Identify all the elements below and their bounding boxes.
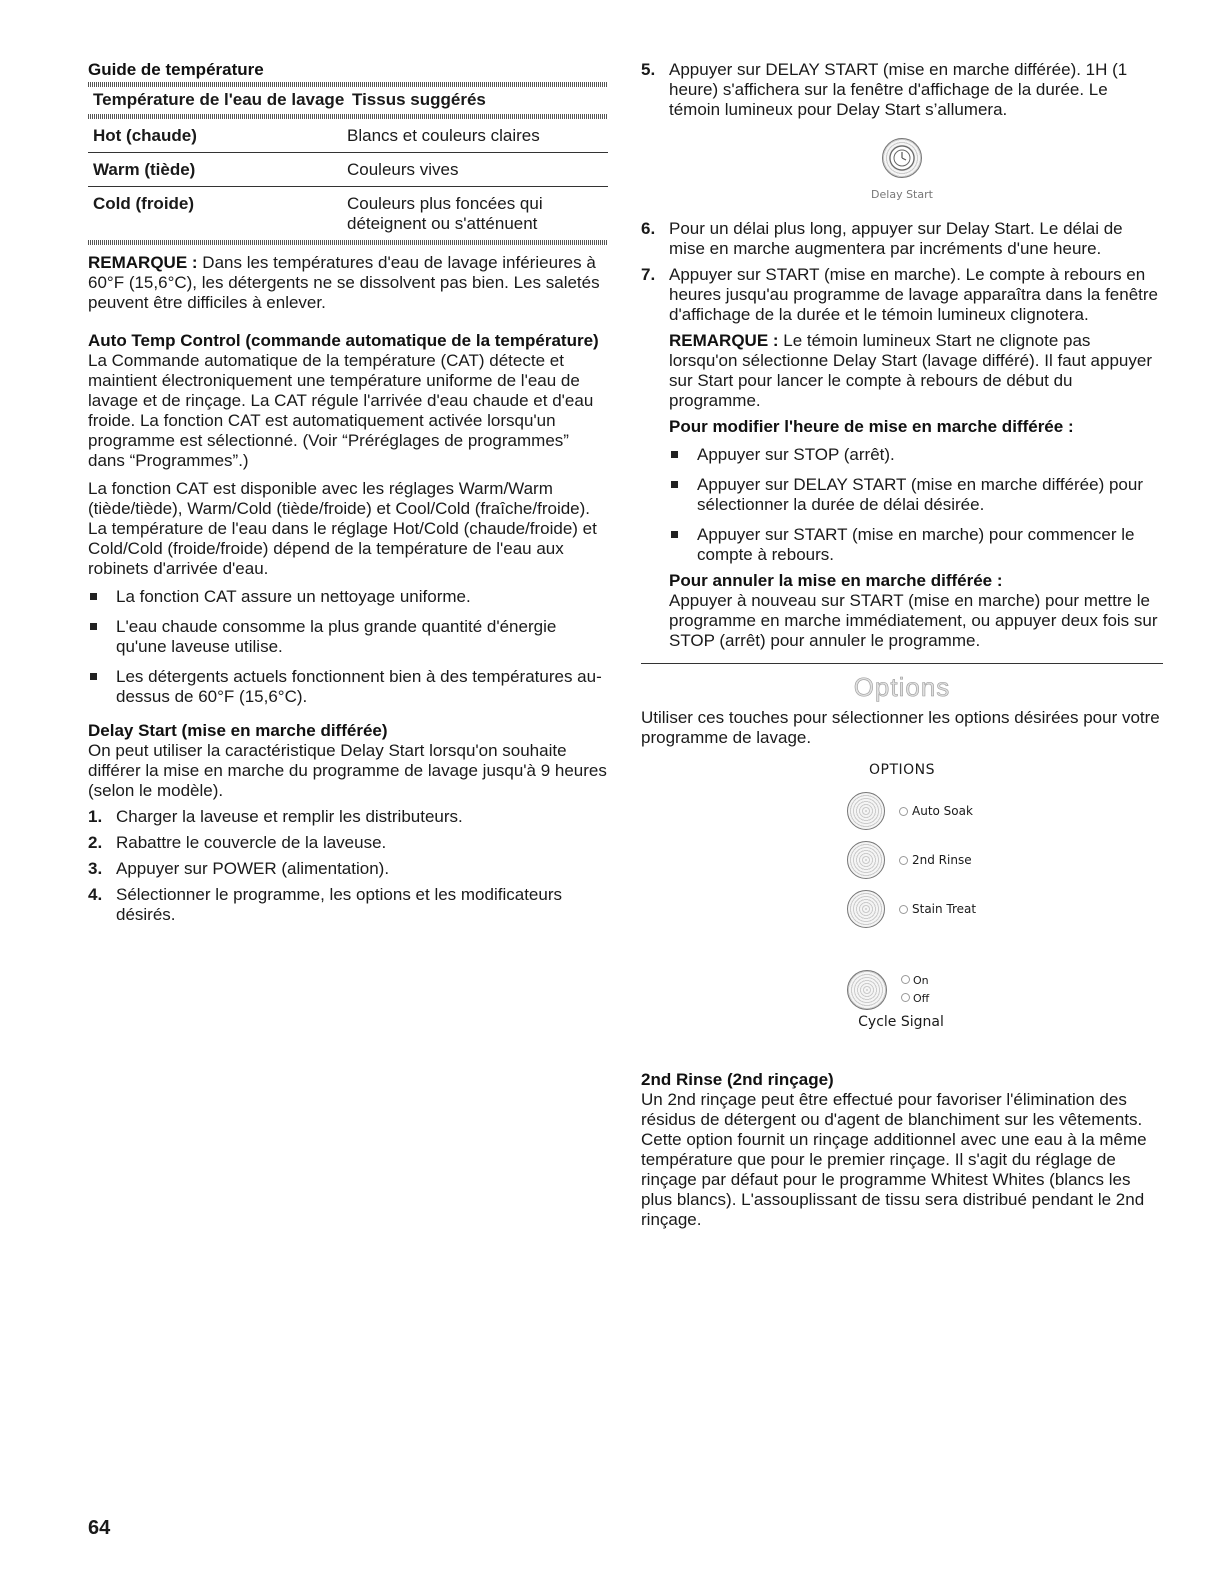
list-item: Appuyer sur DELAY START (mise en marche différée) pour sélectionner la durée de délai désirée. <box>669 475 1163 515</box>
step-text: Appuyer sur START (mise en marche). Le compte à rebours en heures jusqu'au programme de lavage apparaîtra dans la fenêtre d'affichage de la durée et le témoin lumineux clignotera. <box>669 265 1158 324</box>
second-rinse-button-icon <box>847 841 885 879</box>
options-title: Options <box>853 672 951 702</box>
left-column <box>88 60 608 931</box>
delay-steps <box>88 807 608 925</box>
temperature-table-body <box>88 119 608 240</box>
cycle-on-label: On <box>913 974 929 987</box>
step-number: 3. <box>88 859 103 878</box>
table-cell-temp: Hot (chaude) <box>88 119 347 153</box>
delay-start-heading: Delay Start (mise en marche différée) <box>88 721 388 740</box>
option-stain-treat <box>847 890 1163 928</box>
list-item <box>88 885 608 925</box>
table-row <box>88 187 608 241</box>
cycle-signal-button-icon <box>847 970 887 1010</box>
options-panel-heading: OPTIONS <box>868 762 936 778</box>
note-label: REMARQUE : <box>669 331 779 350</box>
cycle-signal-control <box>847 970 1163 1010</box>
hatch-divider <box>88 240 608 245</box>
list-item: L'eau chaude consomme la plus grande quantité d'énergie qu'une laveuse utilise. <box>88 617 608 657</box>
cycle-off-state <box>901 990 929 1008</box>
cycle-on-state <box>901 972 929 990</box>
list-item <box>88 807 608 827</box>
page-number: 64 <box>88 1517 111 1539</box>
table-cell-temp: Cold (froide) <box>93 194 195 213</box>
modify-heading: Pour modifier l'heure de mise en marche différée : <box>669 417 1074 436</box>
step-number: 6. <box>641 219 656 238</box>
auto-temp-paragraph-2: La fonction CAT est disponible avec les réglages Warm/Warm (tiède/tiède), Warm/Cold (tiède/froide) et Cool/Cold (fraîche/froide). La température de l'eau dans le réglage Hot/Cold (chaude/froide) et Cold/Cold (froide/froide) dépend de la température de l'eau aux robinets d'arrivée d'eau. <box>88 479 597 578</box>
list-item: Appuyer sur STOP (arrêt). <box>669 445 1163 465</box>
auto-soak-button-icon <box>847 792 885 830</box>
cycle-signal-states <box>901 972 929 1008</box>
list-item <box>641 265 1163 325</box>
option-label: Auto Soak <box>912 804 973 818</box>
cancel-text: Appuyer à nouveau sur START (mise en marche) pour mettre le programme en marche immédiatement, ou appuyer deux fois sur STOP (arrêt) pour annuler le programme. <box>669 591 1158 650</box>
note-label: REMARQUE : <box>88 253 198 272</box>
step-text: Charger la laveuse et remplir les distributeurs. <box>116 807 463 826</box>
temp-guide-title: Guide de température <box>88 60 264 79</box>
list-item <box>641 219 1163 259</box>
note-text: Dans les températures d'eau de lavage inférieures à 60°F (15,6°C), les détergents ne se dissolvent pas bien. Les saletés peuvent être difficiles à enlever. <box>88 253 600 312</box>
auto-temp-heading: Auto Temp Control (commande automatique de la température) <box>88 331 599 350</box>
list-item <box>641 60 1163 120</box>
list-item: Les détergents actuels fonctionnent bien à des températures au-dessus de 60°F (15,6°C). <box>88 667 608 707</box>
step-number: 1. <box>88 807 103 826</box>
list-item <box>88 833 608 853</box>
delay-steps-continued <box>641 60 1163 120</box>
option-2nd-rinse <box>847 841 1163 879</box>
table-row <box>88 119 608 153</box>
table-header-fabric: Tissus suggérés <box>352 90 486 109</box>
step-number: 4. <box>88 885 103 904</box>
delay-steps-continued-2 <box>641 219 1163 325</box>
list-item <box>88 859 608 879</box>
step-text: Appuyer sur DELAY START (mise en marche différée). 1H (1 heure) s'affichera sur la fenêtre d'affichage de la durée. Le témoin lumineux pour Delay Start s’allumera. <box>669 60 1128 119</box>
temperature-table <box>88 87 608 114</box>
second-rinse-text: Un 2nd rinçage peut être effectué pour favoriser l'élimination des résidus de détergent ou d'agent de blanchiment sur les vêtements. Cette option fournit un rinçage additionnel avec une eau à la même température que pour le premier rinçage. Il s'agit du réglage de rinçage par défaut pour le programme Whitest Whites (blancs les plus blancs). L'assouplissant de tissu sera distribué pendant le 2nd rinçage. <box>641 1090 1147 1229</box>
modify-bullets <box>669 445 1163 565</box>
list-item: Appuyer sur START (mise en marche) pour commencer le compte à rebours. <box>669 525 1163 565</box>
indicator-light-icon <box>899 905 908 914</box>
step-text: Pour un délai plus long, appuyer sur Delay Start. Le délai de mise en marche augmentera par incréments d'une heure. <box>669 219 1123 258</box>
table-header-temp: Température de l'eau de lavage <box>93 90 345 109</box>
note-text: Le témoin lumineux Start ne clignote pas lorsqu'on sélectionne Delay Start (lavage différé). Il faut appuyer sur Start pour lancer le compte à rebours de début du programme. <box>669 331 1152 410</box>
step-text: Rabattre le couvercle de la laveuse. <box>116 833 387 852</box>
table-cell-fabric: Couleurs plus foncées qui déteignent ou s'atténuent <box>347 194 543 233</box>
delay-start-intro: On peut utiliser la caractéristique Delay Start lorsqu'on souhaite différer la mise en marche du programme de lavage jusqu'à 9 heures (selon le modèle). <box>88 741 607 800</box>
delay-start-illustration <box>641 138 1163 205</box>
step-number: 5. <box>641 60 656 79</box>
step-text: Appuyer sur POWER (alimentation). <box>116 859 390 878</box>
option-label: 2nd Rinse <box>912 853 972 867</box>
delay-start-button-icon <box>882 138 922 178</box>
step-number: 2. <box>88 833 103 852</box>
temp-note <box>88 253 608 313</box>
list-item: La fonction CAT assure un nettoyage uniforme. <box>88 587 608 607</box>
auto-temp-bullets <box>88 587 608 707</box>
auto-temp-paragraph-1: La Commande automatique de la température (CAT) détecte et maintient électroniquement une température uniforme de l'eau de lavage et de rinçage. La CAT régule l'arrivée d'eau chaude et d'eau froide. La fonction CAT est automatiquement activée lorsqu'un programme est sélectionné. (Voir “Préréglages de programmes” dans “Programmes”.) <box>88 351 594 470</box>
second-rinse-heading: 2nd Rinse (2nd rinçage) <box>641 1070 834 1089</box>
section-divider <box>641 663 1163 664</box>
cycle-off-label: Off <box>913 992 930 1005</box>
delay-start-label: Delay Start <box>871 188 933 201</box>
table-header-row <box>88 87 608 114</box>
table-cell-fabric: Blancs et couleurs claires <box>347 119 608 153</box>
cycle-signal-label: Cycle Signal <box>858 1014 944 1030</box>
indicator-light-icon <box>899 856 908 865</box>
right-column <box>641 60 1163 1230</box>
table-row <box>88 153 608 187</box>
option-auto-soak <box>847 792 1163 830</box>
stain-treat-button-icon <box>847 890 885 928</box>
step-text: Sélectionner le programme, les options et les modificateurs désirés. <box>116 885 562 924</box>
step-number: 7. <box>641 265 656 284</box>
delay-note <box>669 331 1163 411</box>
option-label: Stain Treat <box>912 902 977 916</box>
indicator-light-icon <box>901 975 910 984</box>
indicator-light-icon <box>899 807 908 816</box>
indicator-light-icon <box>901 993 910 1002</box>
table-cell-fabric: Couleurs vives <box>347 153 608 187</box>
table-cell-temp: Warm (tiède) <box>88 153 347 187</box>
options-intro: Utiliser ces touches pour sélectionner les options désirées pour votre programme de lavage. <box>641 708 1160 747</box>
cancel-heading: Pour annuler la mise en marche différée : <box>669 571 1003 590</box>
